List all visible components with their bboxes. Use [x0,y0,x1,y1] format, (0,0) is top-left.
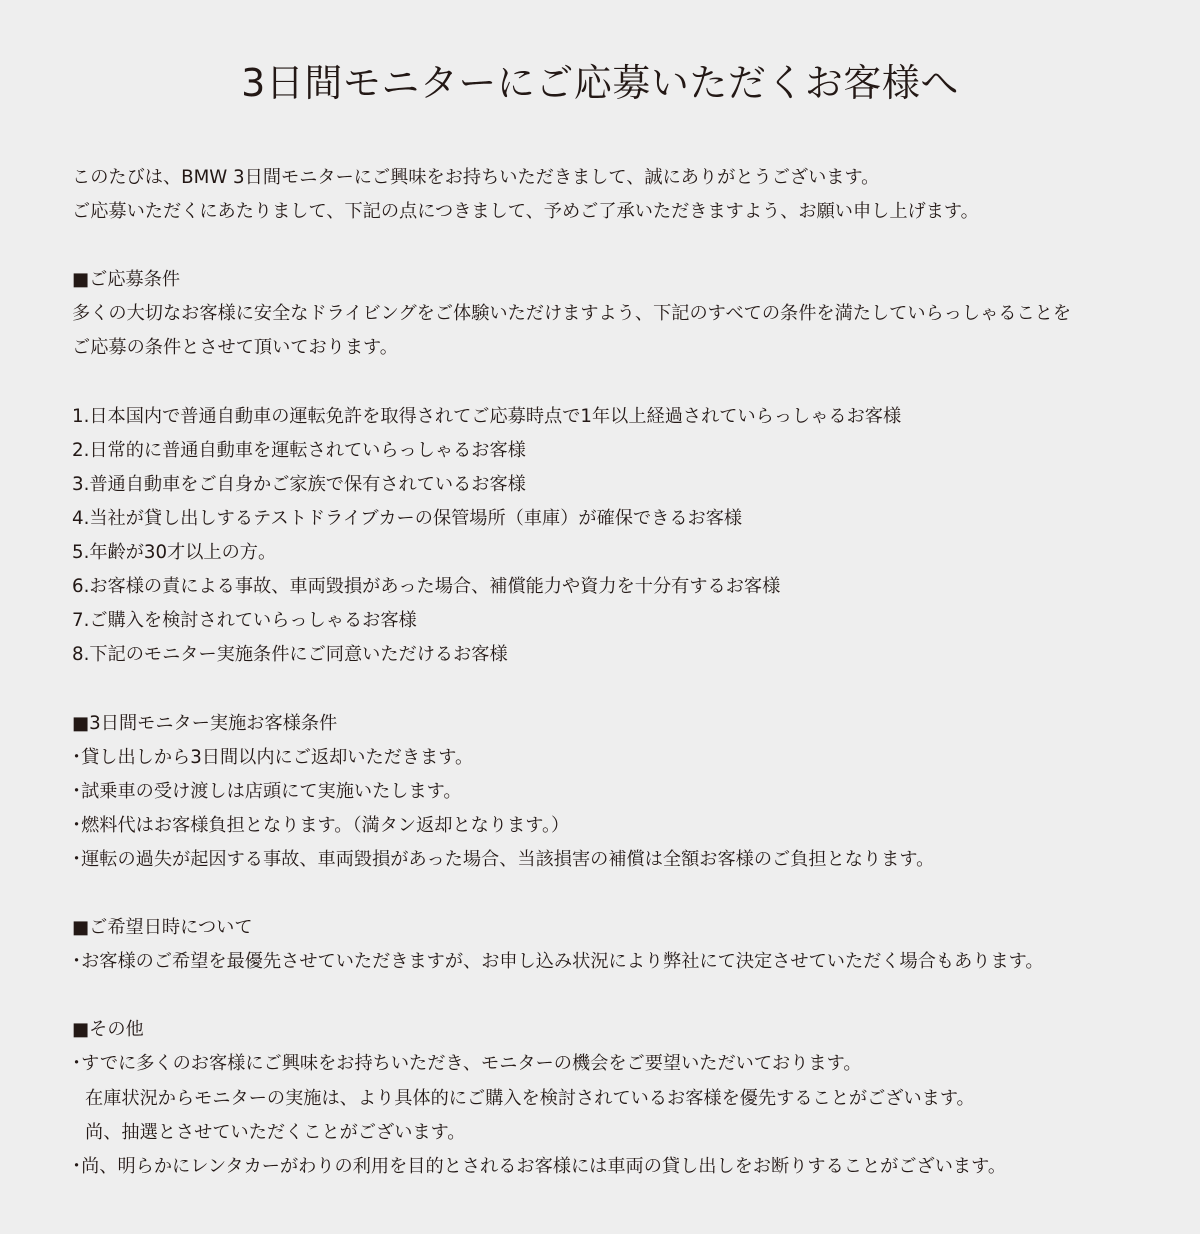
monitor-condition-item: ･試乗車の受け渡しは店頭にて実施いたします。 [72,780,462,802]
monitor-condition-item: ･運転の過失が起因する事故、車両毀損があった場合、当該損害の補償は全額お客様のご負担となります。 [72,848,935,870]
condition-item: 8.下記のモニター実施条件にご同意いただけるお客様 [72,644,508,666]
condition-item: 2.日常的に普通自動車を運転されていらっしゃるお客様 [72,439,526,461]
other-section [72,1013,1180,1183]
monitor-condition-item: ･燃料代はお客様負担となります。（満タン返却となります。） [72,814,570,836]
preferred-date-section [72,911,1180,979]
section-heading: ■ご希望日時について [72,917,253,939]
condition-item: 1.日本国内で普通自動車の運転免許を取得されてご応募時点で1年以上経過されていらっしゃるお客様 [72,405,902,427]
monitor-condition-item: ･貸し出しから3日間以内にご返却いただきます。 [72,746,474,768]
condition-item: 6.お客様の責による事故、車両毀損があった場合、補償能力や資力を十分有するお客様 [72,576,781,598]
intro-line: このたびは、BMW 3日間モニターにご興味をお持ちいただきまして、誠にありがとうございます。 [72,167,880,188]
condition-item: 5.年齢が30才以上の方。 [72,542,277,564]
section-description: ご応募の条件とさせて頂いております。 [72,337,398,359]
page-title: 3日間モニターにご応募いただくお客様へ [241,61,959,105]
other-item: ･すでに多くのお客様にご興味をお持ちいただき、モニターの機会をご要望いただいております。 [72,1053,862,1075]
section-heading: ■3日間モニター実施お客様条件 [72,712,338,734]
other-item-continuation: 尚、抽選とさせていただくことがございます。 [85,1121,466,1143]
spacer [72,877,1180,911]
spacer [72,672,1180,706]
condition-item: 3.普通自動車をご自身かご家族で保有されているお客様 [72,473,526,495]
preferred-date-item: ･お客様のご希望を最優先させていただきますが、お申し込み状況により弊社にて決定させていただく場合もあります。 [72,951,1044,973]
section-description: 多くの大切なお客様に安全なドライビングをご体験いただけますよう、下記のすべての条件を満たしていらっしゃることを [72,303,1072,325]
application-conditions-section [72,263,1180,672]
section-heading: ■ご応募条件 [72,269,181,291]
intro-section [72,161,1180,229]
monitor-conditions-section [72,707,1180,877]
notice-content [72,161,1180,1184]
other-item: ･尚、明らかにレンタカーがわりの利用を目的とされるお客様には車両の貸し出しをお断りすることがございます。 [72,1155,1007,1177]
condition-item: 4.当社が貸し出しするテストドライブカーの保管場所（車庫）が確保できるお客様 [72,507,743,529]
intro-line: ご応募いただくにあたりまして、下記の点につきまして、予めご了承いただきますよう、お願い申し上げます。 [72,201,979,223]
section-heading: ■その他 [72,1019,144,1041]
spacer [72,229,1180,263]
condition-item: 7.ご購入を検討されていらっしゃるお客様 [72,610,417,632]
other-item-continuation: 在庫状況からモニターの実施は、より具体的にご購入を検討されているお客様を優先することがございます。 [85,1087,975,1109]
spacer [72,979,1180,1013]
spacer [72,366,1180,400]
